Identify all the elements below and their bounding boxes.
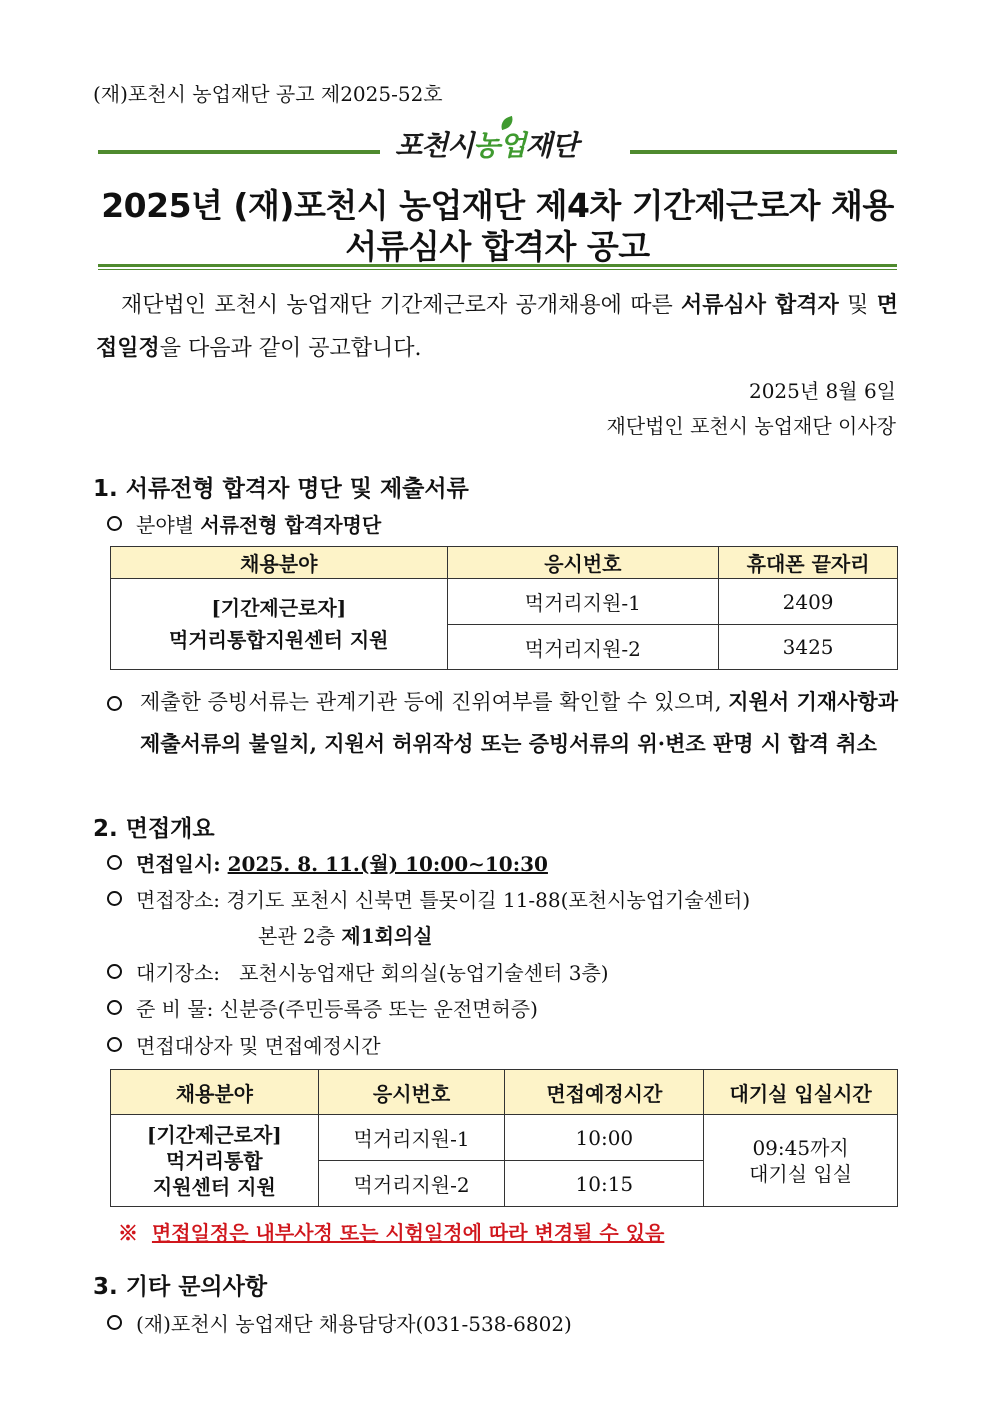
applicant-id-cell: 먹거리지원-1 [318,1115,505,1161]
section3-heading: 3. 기타 문의사항 [93,1274,268,1300]
interview-datetime: 면접일시: 2025. 8. 11.(월) 10:00∼10:30 [107,848,548,877]
applicant-id-cell: 먹거리지원-2 [447,625,719,670]
logo-text-foundation: 재단 [525,129,578,162]
circle-bullet-icon [107,964,122,979]
table-header: 채용분야 [111,547,448,579]
table-header: 응시번호 [318,1070,505,1115]
schedule-change-note: ※ 면접일정은 내부사정 또는 시험일정에 따라 변경될 수 있음 [118,1221,665,1245]
header-rule-left [98,150,380,154]
circle-bullet-icon [107,696,122,711]
intro-paragraph: 재단법인 포천시 농업재단 기간제근로자 공개채용에 따른 서류심사 합격자 및 면접일정을 다음과 같이 공고합니다. [96,292,898,361]
page-title-line1: 2025년 (재)포천시 농업재단 제4차 기간제근로자 채용 [101,186,894,225]
intro-bold-passers: 서류심사 합격자 [681,292,839,318]
table-header: 대기실 입실시간 [704,1070,898,1115]
field-cell: [기간제근로자] 먹거리통합지원센터 지원 [111,579,448,670]
document-warning: 제출한 증빙서류는 관계기관 등에 진위여부를 확인할 수 있으며, 지원서 기재사항과 제출서류의 불일치, 지원서 허위작성 또는 증빙서류의 위·변조 판명 시 합격 취소 [107,681,898,765]
section1-heading: 1. 서류전형 합격자 명단 및 제출서류 [93,476,469,502]
contact-info: (재)포천시 농업재단 채용담당자(031-538-6802) [107,1308,572,1337]
table-header: 면접예정시간 [505,1070,704,1115]
schedule-label: 면접대상자 및 면접예정시간 [107,1030,381,1059]
applicant-id-cell: 먹거리지원-2 [318,1161,505,1207]
logo-text-agri: 농업 [473,129,526,162]
circle-bullet-icon [107,516,122,531]
interview-time-cell: 10:00 [505,1115,704,1161]
section1-bullet: 분야별 서류전형 합격자명단 [107,509,381,538]
interview-schedule-table [110,1069,898,1207]
field-cell: [기간제근로자] 먹거리통합 지원센터 지원 [111,1115,319,1207]
interview-place-room: 본관 2층 제1회의실 [258,924,433,948]
phone-digits-cell: 2409 [719,579,898,625]
applicant-id-cell: 먹거리지원-1 [447,579,719,625]
table-header: 응시번호 [447,547,719,579]
circle-bullet-icon [107,1037,122,1052]
logo-text-city: 포천시 [395,129,474,162]
interview-place: 면접장소: 경기도 포천시 신북면 틀못이길 11-88(포천시농업기술센터) [107,884,750,913]
passers-table [110,546,898,670]
interview-time-cell: 10:15 [505,1161,704,1207]
waiting-place: 대기장소: 포천시농업재단 회의실(농업기술센터 3층) [107,957,609,986]
header-rule-right [630,150,897,154]
circle-bullet-icon [107,1315,122,1330]
notice-number: (재)포천시 농업재단 공고 제2025-52호 [93,82,443,106]
circle-bullet-icon [107,1000,122,1015]
checkin-cell: 09:45까지 대기실 입실 [704,1115,898,1207]
table-header: 휴대폰 끝자리 [719,547,898,579]
circle-bullet-icon [107,855,122,870]
notice-date: 2025년 8월 6일 [748,379,896,403]
phone-digits-cell: 3425 [719,625,898,670]
required-items: 준 비 물: 신분증(주민등록증 또는 운전면허증) [107,993,538,1022]
foundation-logo [395,118,625,174]
intro-bold-schedule: 면접일정 [96,292,898,361]
section2-heading: 2. 면접개요 [93,816,215,842]
reference-mark-icon: ※ [118,1221,138,1245]
title-rule-thin [98,269,897,270]
notice-signer: 재단법인 포천시 농업재단 이사장 [606,414,896,438]
circle-bullet-icon [107,891,122,906]
title-rule [98,264,897,267]
table-header: 채용분야 [111,1070,319,1115]
page-title-line2: 서류심사 합격자 공고 [345,227,650,266]
